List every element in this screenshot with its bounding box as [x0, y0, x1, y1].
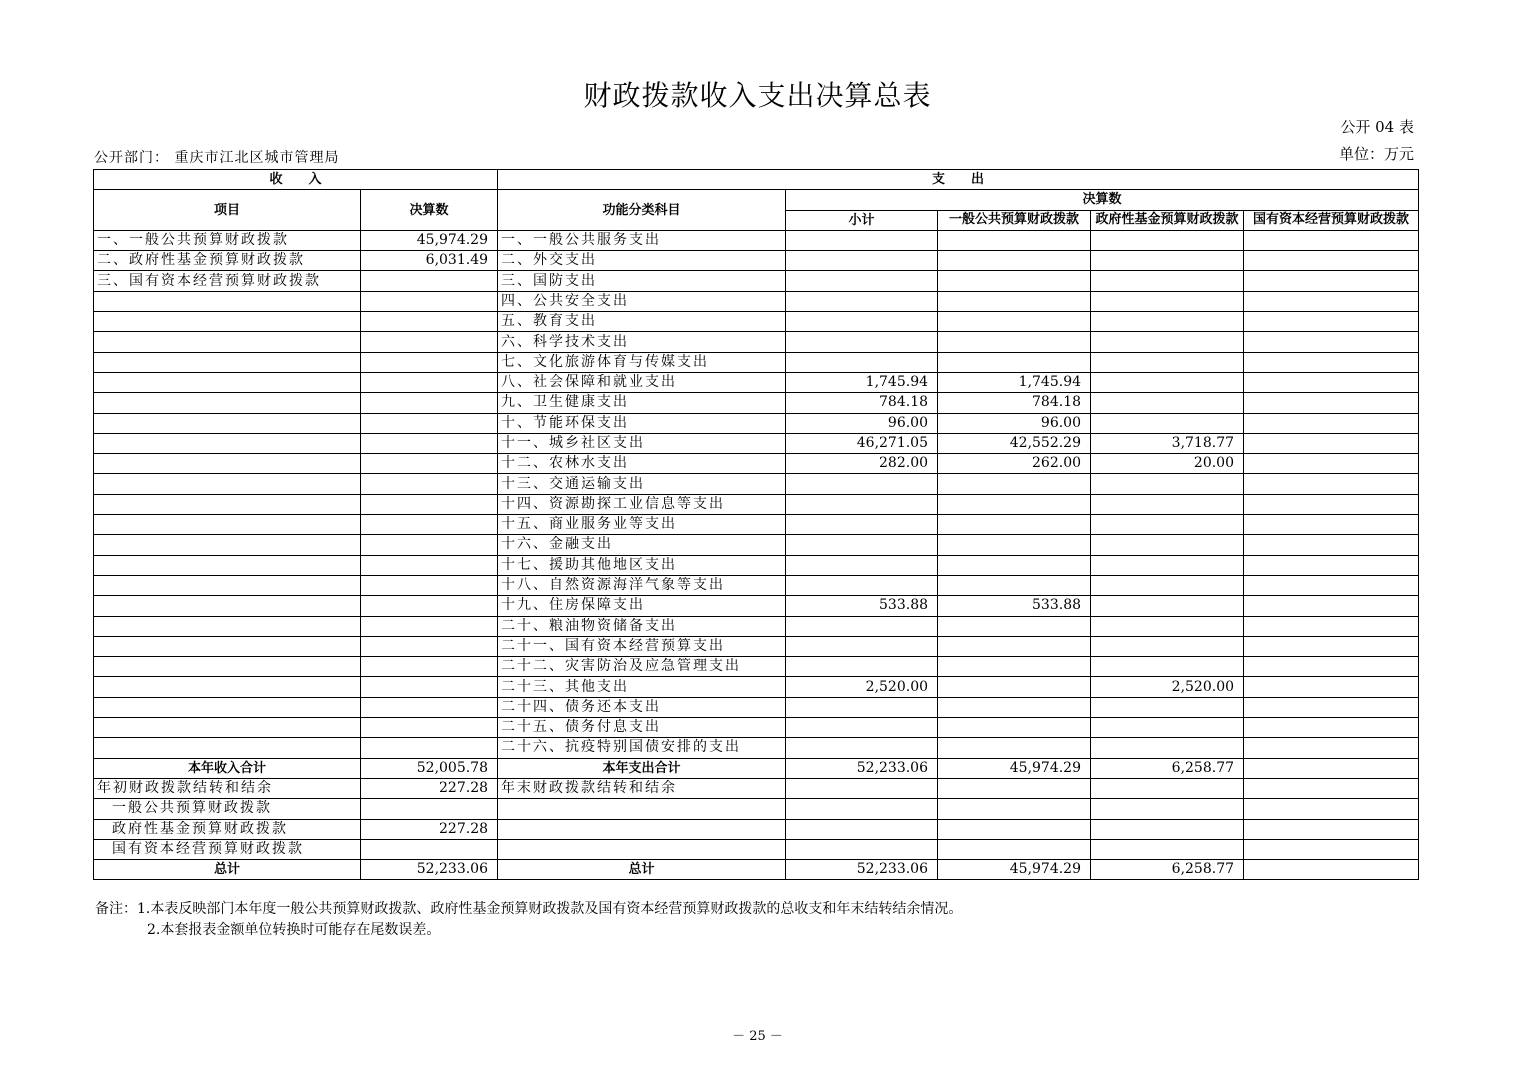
expenditure-header: 支 出 — [498, 170, 1419, 190]
subtotal-cell — [786, 515, 938, 535]
fund-budget-cell — [1091, 474, 1244, 494]
income-item-cell — [94, 718, 361, 738]
soe-budget-cell — [1244, 677, 1419, 697]
subtotal-cell — [786, 718, 938, 738]
income-item-cell — [94, 575, 361, 595]
income-item-cell — [94, 677, 361, 697]
soe-budget-cell — [1244, 312, 1419, 332]
general-budget-header: 一般公共预算财政拨款 — [938, 210, 1091, 230]
subtotal-cell — [786, 474, 938, 494]
soe-budget-cell — [1244, 778, 1419, 798]
fund-budget-cell — [1091, 312, 1244, 332]
soe-budget-cell — [1244, 596, 1419, 616]
income-amount-cell — [361, 697, 498, 717]
table-row — [94, 799, 1419, 819]
income-amount-cell — [361, 738, 498, 758]
expense-subject-cell: 十八、自然资源海洋气象等支出 — [498, 575, 786, 595]
income-item-cell: 三、国有资本经营预算财政拨款 — [94, 271, 361, 291]
income-amount-cell: 227.28 — [361, 819, 498, 839]
table-row — [94, 860, 1419, 880]
soe-budget-cell — [1244, 697, 1419, 717]
form-number: 公开 04 表 — [1340, 118, 1414, 136]
subtotal-cell: 282.00 — [786, 454, 938, 474]
general-budget-cell — [938, 636, 1091, 656]
table-row — [94, 758, 1419, 778]
income-amount-cell — [361, 657, 498, 677]
table-row — [94, 515, 1419, 535]
income-amount-cell — [361, 332, 498, 352]
general-budget-cell — [938, 555, 1091, 575]
unit-label: 单位：万元 — [1338, 145, 1414, 163]
soe-budget-cell — [1244, 271, 1419, 291]
soe-budget-cell — [1244, 738, 1419, 758]
table-row — [94, 555, 1419, 575]
expense-subject-cell: 十二、农林水支出 — [498, 454, 786, 474]
fund-budget-cell — [1091, 596, 1244, 616]
income-item-cell: 一般公共预算财政拨款 — [94, 799, 361, 819]
general-budget-cell — [938, 575, 1091, 595]
general-budget-cell — [938, 474, 1091, 494]
income-item-cell: 二、政府性基金预算财政拨款 — [94, 251, 361, 271]
general-budget-cell: 42,552.29 — [938, 433, 1091, 453]
table-row — [94, 271, 1419, 291]
subtotal-cell — [786, 494, 938, 514]
subtotal-cell — [786, 636, 938, 656]
income-amount-cell — [361, 616, 498, 636]
subtotal-header: 小计 — [786, 210, 938, 230]
department-label: 公开部门： 重庆市江北区城市管理局 — [94, 150, 340, 166]
general-budget-cell — [938, 515, 1091, 535]
fund-budget-cell: 3,718.77 — [1091, 433, 1244, 453]
fund-budget-cell — [1091, 738, 1244, 758]
table-row — [94, 413, 1419, 433]
final-amount-header: 决算数 — [786, 190, 1419, 210]
subtotal-cell — [786, 697, 938, 717]
income-item-cell: 本年收入合计 — [94, 758, 361, 778]
general-budget-cell: 784.18 — [938, 393, 1091, 413]
expense-subject-cell: 十一、城乡社区支出 — [498, 433, 786, 453]
fund-budget-cell — [1091, 555, 1244, 575]
fund-budget-cell: 20.00 — [1091, 454, 1244, 474]
subtotal-cell — [786, 555, 938, 575]
table-row — [94, 474, 1419, 494]
expense-subject-cell: 三、国防支出 — [498, 271, 786, 291]
notes — [95, 899, 962, 941]
general-budget-cell — [938, 312, 1091, 332]
fund-budget-cell — [1091, 372, 1244, 392]
income-item-cell — [94, 413, 361, 433]
expense-subject-cell: 八、社会保障和就业支出 — [498, 372, 786, 392]
table-row — [94, 433, 1419, 453]
soe-budget-cell — [1244, 413, 1419, 433]
general-budget-cell — [938, 291, 1091, 311]
expense-subject-cell: 五、教育支出 — [498, 312, 786, 332]
table-row — [94, 454, 1419, 474]
fund-budget-cell — [1091, 352, 1244, 372]
income-amount-cell — [361, 636, 498, 656]
soe-budget-cell — [1244, 555, 1419, 575]
income-item-cell — [94, 616, 361, 636]
fund-budget-cell — [1091, 494, 1244, 514]
income-item-cell — [94, 636, 361, 656]
subtotal-cell: 533.88 — [786, 596, 938, 616]
fund-budget-cell — [1091, 839, 1244, 859]
income-amount-cell — [361, 312, 498, 332]
soe-budget-cell — [1244, 454, 1419, 474]
expense-subject-cell: 总计 — [498, 860, 786, 880]
general-budget-cell — [938, 271, 1091, 291]
income-amount-cell — [361, 474, 498, 494]
fund-budget-cell — [1091, 535, 1244, 555]
fund-budget-cell — [1091, 515, 1244, 535]
general-budget-cell — [938, 677, 1091, 697]
general-budget-cell — [938, 352, 1091, 372]
fund-budget-cell — [1091, 697, 1244, 717]
soe-budget-cell — [1244, 819, 1419, 839]
income-amount-cell — [361, 291, 498, 311]
general-budget-cell — [938, 230, 1091, 250]
fund-budget-cell — [1091, 778, 1244, 798]
table-row — [94, 819, 1419, 839]
expense-subject-cell: 十四、资源勘探工业信息等支出 — [498, 494, 786, 514]
income-item-cell — [94, 494, 361, 514]
income-item-cell: 总计 — [94, 860, 361, 880]
table-row — [94, 494, 1419, 514]
finance-summary-table — [93, 169, 1419, 880]
soe-budget-cell — [1244, 433, 1419, 453]
income-item-cell — [94, 454, 361, 474]
subtotal-cell — [786, 778, 938, 798]
fund-budget-cell: 2,520.00 — [1091, 677, 1244, 697]
soe-budget-cell — [1244, 515, 1419, 535]
expense-subject-cell: 六、科学技术支出 — [498, 332, 786, 352]
expense-subject-cell: 年末财政拨款结转和结余 — [498, 778, 786, 798]
general-budget-cell — [938, 839, 1091, 859]
soe-budget-cell — [1244, 474, 1419, 494]
fund-budget-cell — [1091, 718, 1244, 738]
soe-budget-cell — [1244, 636, 1419, 656]
expense-subject-cell: 二十一、国有资本经营预算支出 — [498, 636, 786, 656]
amount-header: 决算数 — [361, 190, 498, 231]
income-item-cell — [94, 393, 361, 413]
income-amount-cell: 45,974.29 — [361, 230, 498, 250]
soe-budget-cell — [1244, 616, 1419, 636]
expense-subject-cell: 十五、商业服务业等支出 — [498, 515, 786, 535]
income-item-cell: 国有资本经营预算财政拨款 — [94, 839, 361, 859]
subtotal-cell: 52,233.06 — [786, 860, 938, 880]
income-amount-cell — [361, 555, 498, 575]
income-item-cell — [94, 596, 361, 616]
fund-budget-cell — [1091, 657, 1244, 677]
expense-subject-cell: 二十五、债务付息支出 — [498, 718, 786, 738]
fund-budget-cell — [1091, 616, 1244, 636]
income-item-cell — [94, 555, 361, 575]
fund-budget-cell — [1091, 251, 1244, 271]
income-item-cell — [94, 312, 361, 332]
subtotal-cell — [786, 535, 938, 555]
income-item-cell — [94, 535, 361, 555]
note-2: 2.本套报表金额单位转换时可能存在尾数误差。 — [147, 922, 441, 938]
fund-budget-cell — [1091, 799, 1244, 819]
page-title: 财政拨款收入支出决算总表 — [583, 79, 932, 112]
subtotal-cell — [786, 738, 938, 758]
table-row — [94, 697, 1419, 717]
soe-budget-cell — [1244, 657, 1419, 677]
table-row — [94, 312, 1419, 332]
fund-budget-cell — [1091, 291, 1244, 311]
expense-subject-cell: 二、外交支出 — [498, 251, 786, 271]
general-budget-cell — [938, 799, 1091, 819]
expense-subject-cell: 二十二、灾害防治及应急管理支出 — [498, 657, 786, 677]
soe-budget-cell — [1244, 352, 1419, 372]
expense-subject-cell: 十九、住房保障支出 — [498, 596, 786, 616]
expense-subject-cell: 十三、交通运输支出 — [498, 474, 786, 494]
general-budget-cell — [938, 657, 1091, 677]
soe-budget-cell — [1244, 535, 1419, 555]
table-row — [94, 677, 1419, 697]
general-budget-cell — [938, 819, 1091, 839]
table-row — [94, 535, 1419, 555]
income-item-cell: 政府性基金预算财政拨款 — [94, 819, 361, 839]
table-row — [94, 575, 1419, 595]
income-item-cell: 年初财政拨款结转和结余 — [94, 778, 361, 798]
table-row — [94, 616, 1419, 636]
subtotal-cell: 52,233.06 — [786, 758, 938, 778]
income-amount-cell — [361, 413, 498, 433]
func-subject-header: 功能分类科目 — [498, 190, 786, 231]
expense-subject-cell — [498, 819, 786, 839]
subtotal-cell — [786, 839, 938, 859]
subtotal-cell — [786, 271, 938, 291]
table-row — [94, 372, 1419, 392]
general-budget-cell: 45,974.29 — [938, 758, 1091, 778]
table-row — [94, 778, 1419, 798]
expense-subject-cell: 十六、金融支出 — [498, 535, 786, 555]
subtotal-cell — [786, 312, 938, 332]
income-amount-cell — [361, 677, 498, 697]
table-row — [94, 230, 1419, 250]
expense-subject-cell: 二十四、债务还本支出 — [498, 697, 786, 717]
general-budget-cell: 262.00 — [938, 454, 1091, 474]
income-item-cell — [94, 474, 361, 494]
fund-budget-cell — [1091, 393, 1244, 413]
general-budget-cell: 1,745.94 — [938, 372, 1091, 392]
income-header: 收 入 — [94, 170, 498, 190]
fund-budget-header: 政府性基金预算财政拨款 — [1091, 210, 1244, 230]
general-budget-cell — [938, 535, 1091, 555]
expense-subject-cell: 九、卫生健康支出 — [498, 393, 786, 413]
item-header: 项目 — [94, 190, 361, 231]
table-row — [94, 251, 1419, 271]
subtotal-cell — [786, 251, 938, 271]
income-item-cell — [94, 657, 361, 677]
subtotal-cell — [786, 819, 938, 839]
subtotal-cell — [786, 575, 938, 595]
subtotal-cell: 96.00 — [786, 413, 938, 433]
income-item-cell — [94, 515, 361, 535]
fund-budget-cell — [1091, 413, 1244, 433]
general-budget-cell — [938, 616, 1091, 636]
general-budget-cell: 96.00 — [938, 413, 1091, 433]
soe-budget-cell — [1244, 799, 1419, 819]
fund-budget-cell — [1091, 819, 1244, 839]
income-amount-cell — [361, 494, 498, 514]
fund-budget-cell — [1091, 271, 1244, 291]
income-item-cell — [94, 291, 361, 311]
table-row — [94, 657, 1419, 677]
expense-subject-cell: 七、文化旅游体育与传媒支出 — [498, 352, 786, 372]
table-row — [94, 352, 1419, 372]
expense-subject-cell: 一、一般公共服务支出 — [498, 230, 786, 250]
subtotal-cell — [786, 799, 938, 819]
fund-budget-cell — [1091, 636, 1244, 656]
expense-subject-cell: 四、公共安全支出 — [498, 291, 786, 311]
expense-subject-cell — [498, 839, 786, 859]
income-item-cell — [94, 738, 361, 758]
income-amount-cell — [361, 839, 498, 859]
general-budget-cell — [938, 251, 1091, 271]
income-item-cell: 一、一般公共预算财政拨款 — [94, 230, 361, 250]
expense-subject-cell: 本年支出合计 — [498, 758, 786, 778]
table-row — [94, 393, 1419, 413]
income-amount-cell — [361, 352, 498, 372]
general-budget-cell — [938, 718, 1091, 738]
general-budget-cell — [938, 494, 1091, 514]
fund-budget-cell: 6,258.77 — [1091, 860, 1244, 880]
income-amount-cell — [361, 515, 498, 535]
income-amount-cell — [361, 433, 498, 453]
general-budget-cell — [938, 697, 1091, 717]
soe-budget-cell — [1244, 372, 1419, 392]
expense-subject-cell: 二十六、抗疫特别国债安排的支出 — [498, 738, 786, 758]
soe-budget-cell — [1244, 839, 1419, 859]
income-amount-cell — [361, 271, 498, 291]
general-budget-cell — [938, 778, 1091, 798]
income-amount-cell: 6,031.49 — [361, 251, 498, 271]
soe-budget-cell — [1244, 575, 1419, 595]
soe-budget-cell — [1244, 494, 1419, 514]
subtotal-cell: 46,271.05 — [786, 433, 938, 453]
expense-subject-cell: 二十、粮油物资储备支出 — [498, 616, 786, 636]
soe-budget-cell — [1244, 758, 1419, 778]
income-amount-cell — [361, 575, 498, 595]
soe-budget-cell — [1244, 718, 1419, 738]
income-amount-cell — [361, 454, 498, 474]
subtotal-cell: 1,745.94 — [786, 372, 938, 392]
soe-budget-cell — [1244, 291, 1419, 311]
income-item-cell — [94, 352, 361, 372]
page-number: － 25 － — [732, 1029, 783, 1044]
table-row — [94, 332, 1419, 352]
general-budget-cell — [938, 738, 1091, 758]
income-item-cell — [94, 433, 361, 453]
table-row — [94, 839, 1419, 859]
income-amount-cell: 227.28 — [361, 778, 498, 798]
expense-subject-cell: 十、节能环保支出 — [498, 413, 786, 433]
fund-budget-cell — [1091, 332, 1244, 352]
subtotal-cell — [786, 291, 938, 311]
soe-budget-cell — [1244, 251, 1419, 271]
table-row — [94, 636, 1419, 656]
soe-budget-cell — [1244, 393, 1419, 413]
subtotal-cell — [786, 332, 938, 352]
expense-subject-cell — [498, 799, 786, 819]
subtotal-cell — [786, 616, 938, 636]
income-item-cell — [94, 372, 361, 392]
fund-budget-cell: 6,258.77 — [1091, 758, 1244, 778]
general-budget-cell: 533.88 — [938, 596, 1091, 616]
subtotal-cell: 784.18 — [786, 393, 938, 413]
income-item-cell — [94, 332, 361, 352]
general-budget-cell — [938, 332, 1091, 352]
table-row — [94, 718, 1419, 738]
expense-subject-cell: 十七、援助其他地区支出 — [498, 555, 786, 575]
income-amount-cell — [361, 535, 498, 555]
income-amount-cell — [361, 393, 498, 413]
income-amount-cell — [361, 718, 498, 738]
subtotal-cell — [786, 352, 938, 372]
table-row — [94, 291, 1419, 311]
general-budget-cell: 45,974.29 — [938, 860, 1091, 880]
income-amount-cell: 52,233.06 — [361, 860, 498, 880]
table-row — [94, 596, 1419, 616]
income-item-cell — [94, 697, 361, 717]
soe-budget-cell — [1244, 860, 1419, 880]
income-amount-cell — [361, 596, 498, 616]
fund-budget-cell — [1091, 230, 1244, 250]
income-amount-cell: 52,005.78 — [361, 758, 498, 778]
income-amount-cell — [361, 372, 498, 392]
expense-subject-cell: 二十三、其他支出 — [498, 677, 786, 697]
subtotal-cell: 2,520.00 — [786, 677, 938, 697]
table-row — [94, 738, 1419, 758]
note-1: 备注：1.本表反映部门本年度一般公共预算财政拨款、政府性基金预算财政拨款及国有资本经营预算财政拨款的总收支和年末结转结余情况。 — [95, 901, 963, 917]
subtotal-cell — [786, 657, 938, 677]
subtotal-cell — [786, 230, 938, 250]
income-amount-cell — [361, 799, 498, 819]
soe-budget-cell — [1244, 230, 1419, 250]
soe-budget-header: 国有资本经营预算财政拨款 — [1244, 210, 1419, 230]
fund-budget-cell — [1091, 575, 1244, 595]
soe-budget-cell — [1244, 332, 1419, 352]
